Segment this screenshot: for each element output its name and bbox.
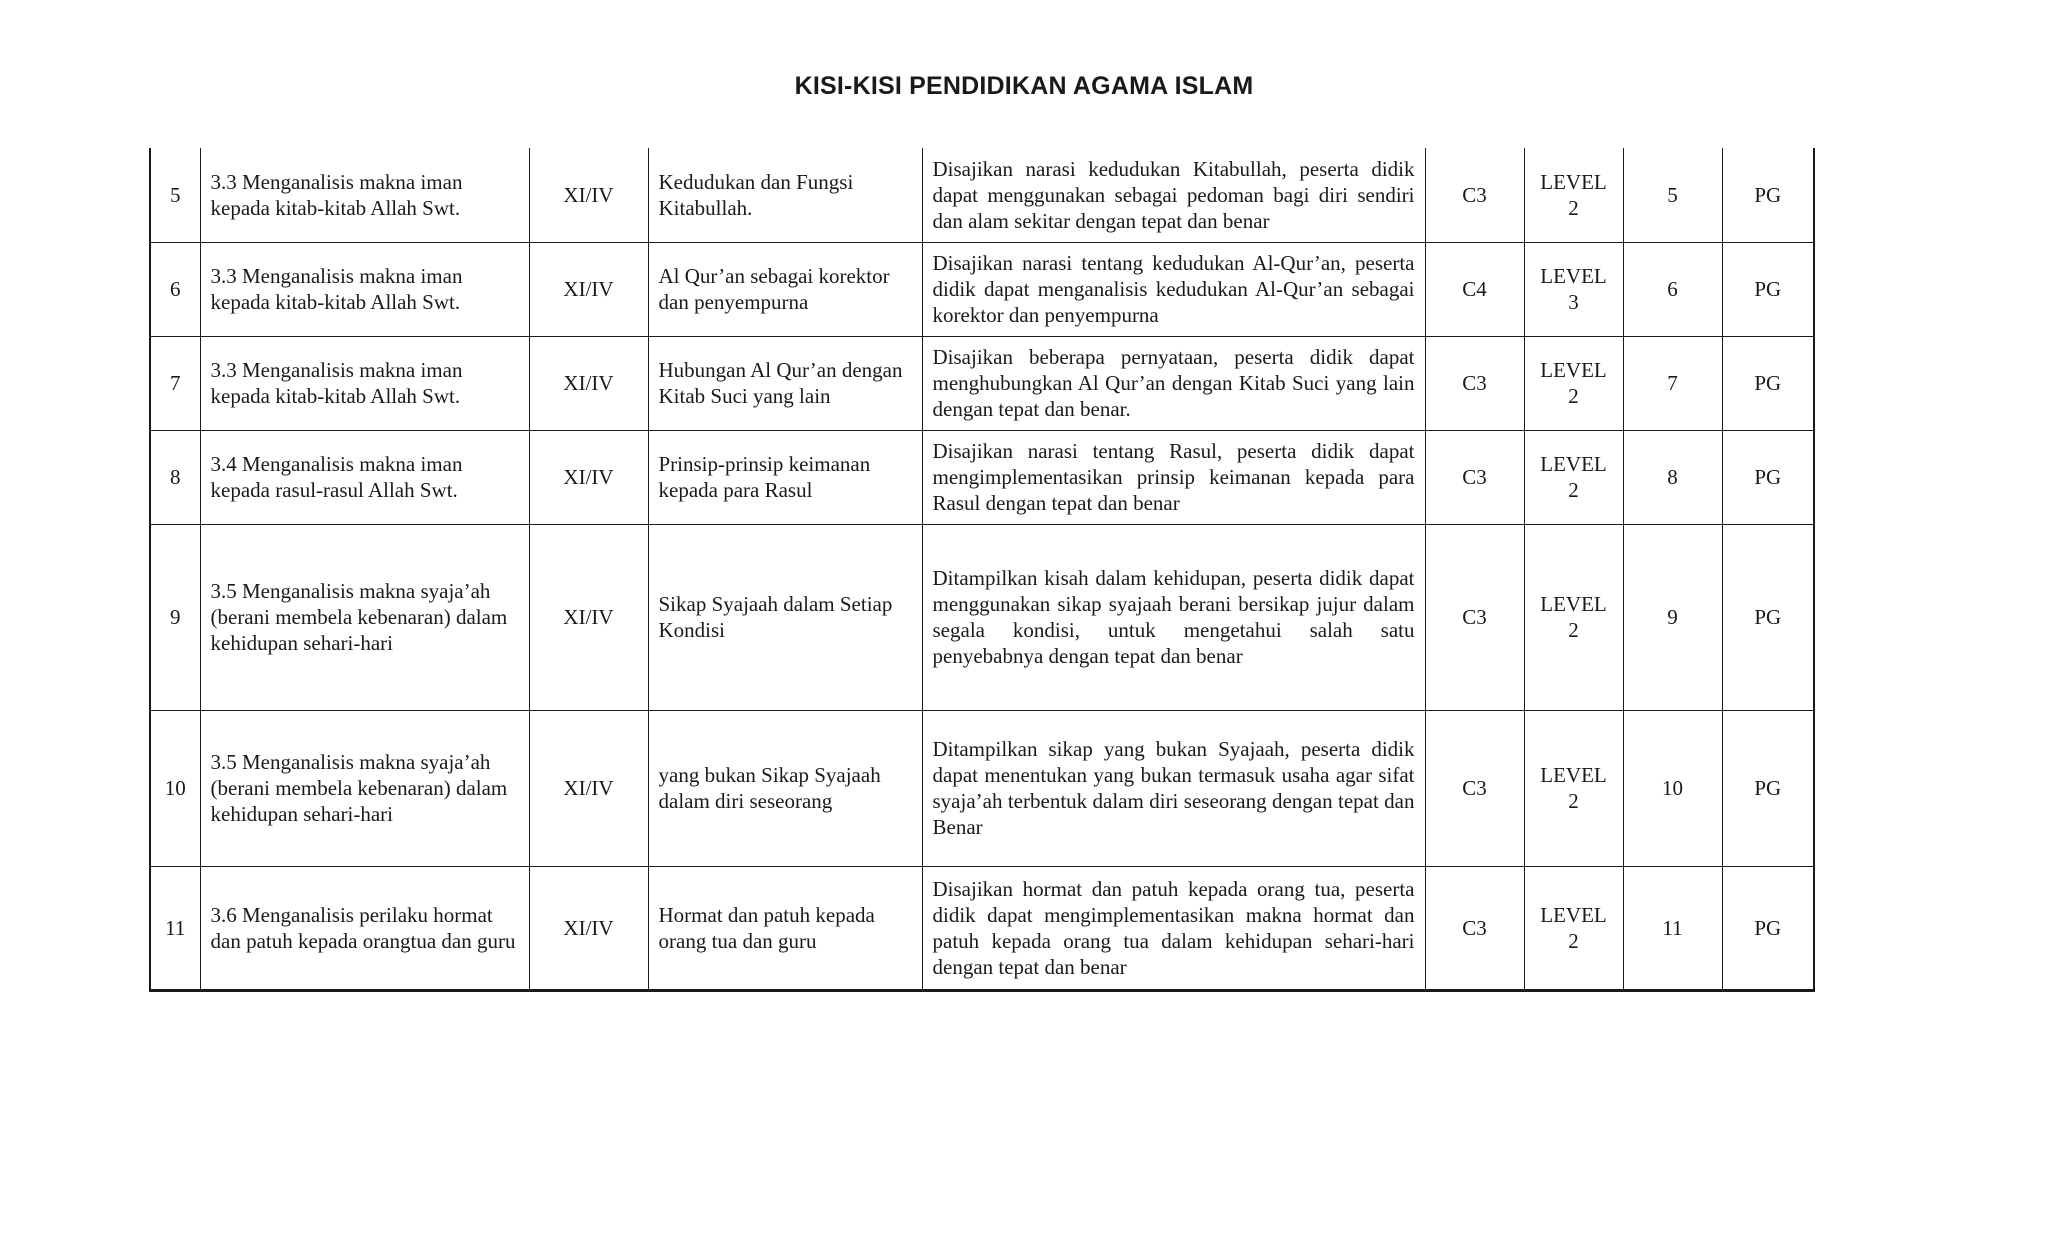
- indicator-cell: Disajikan narasi tentang kedudukan Al-Qur’an, peserta didik dapat menganalisis kedudukan Al-Qur’an sebagai korektor dan penyempurna: [922, 242, 1425, 336]
- question-number-cell: 9: [1623, 524, 1722, 710]
- table-row: [150, 866, 1814, 990]
- cognitive-level-cell: C3: [1425, 524, 1524, 710]
- class-semester-cell: XI/IV: [529, 430, 648, 524]
- class-semester-cell: XI/IV: [529, 524, 648, 710]
- indicator-cell: Disajikan narasi tentang Rasul, peserta didik dapat mengimplementasikan prinsip keimanan kepada para Rasul dengan tepat dan benar: [922, 430, 1425, 524]
- row-number-cell: 9: [150, 524, 200, 710]
- level-cell: LEVEL 2: [1524, 148, 1623, 242]
- indicator-cell: Disajikan hormat dan patuh kepada orang tua, peserta didik dapat mengimplementasikan makna hormat dan patuh kepada orang tua dalam kehidupan sehari-hari dengan tepat dan benar: [922, 866, 1425, 990]
- cognitive-level-cell: C3: [1425, 430, 1524, 524]
- class-semester-cell: XI/IV: [529, 710, 648, 866]
- question-form-cell: PG: [1722, 336, 1814, 430]
- table-row: [150, 242, 1814, 336]
- basic-competence-cell: 3.3 Menganalisis makna iman kepada kitab-kitab Allah Swt.: [200, 148, 529, 242]
- material-cell: Hormat dan patuh kepada orang tua dan guru: [648, 866, 922, 990]
- level-cell: LEVEL 3: [1524, 242, 1623, 336]
- row-number-cell: 8: [150, 430, 200, 524]
- question-form-cell: PG: [1722, 524, 1814, 710]
- basic-competence-cell: 3.3 Menganalisis makna iman kepada kitab-kitab Allah Swt.: [200, 242, 529, 336]
- table-row: [150, 524, 1814, 710]
- row-number-cell: 7: [150, 336, 200, 430]
- question-number-cell: 5: [1623, 148, 1722, 242]
- table-row: [150, 148, 1814, 242]
- row-number-cell: 10: [150, 710, 200, 866]
- question-form-cell: PG: [1722, 242, 1814, 336]
- row-number-cell: 5: [150, 148, 200, 242]
- level-cell: LEVEL 2: [1524, 710, 1623, 866]
- cognitive-level-cell: C3: [1425, 148, 1524, 242]
- class-semester-cell: XI/IV: [529, 336, 648, 430]
- table-row: [150, 336, 1814, 430]
- question-number-cell: 7: [1623, 336, 1722, 430]
- material-cell: Hubungan Al Qur’an dengan Kitab Suci yang lain: [648, 336, 922, 430]
- material-cell: Al Qur’an sebagai korektor dan penyempurna: [648, 242, 922, 336]
- question-number-cell: 11: [1623, 866, 1722, 990]
- table-row: [150, 430, 1814, 524]
- basic-competence-cell: 3.6 Menganalisis perilaku hormat dan patuh kepada orangtua dan guru: [200, 866, 529, 990]
- question-form-cell: PG: [1722, 430, 1814, 524]
- question-form-cell: PG: [1722, 710, 1814, 866]
- question-number-cell: 10: [1623, 710, 1722, 866]
- basic-competence-cell: 3.3 Menganalisis makna iman kepada kitab-kitab Allah Swt.: [200, 336, 529, 430]
- indicator-cell: Disajikan narasi kedudukan Kitabullah, peserta didik dapat menggunakan sebagai pedoman bagi diri sendiri dan alam sekitar dengan tepat dan benar: [922, 148, 1425, 242]
- class-semester-cell: XI/IV: [529, 148, 648, 242]
- page-title: KISI-KISI PENDIDIKAN AGAMA ISLAM: [794, 72, 1254, 100]
- basic-competence-cell: 3.5 Menganalisis makna syaja’ah (berani membela kebenaran) dalam kehidupan sehari-hari: [200, 524, 529, 710]
- level-cell: LEVEL 2: [1524, 336, 1623, 430]
- material-cell: Prinsip-prinsip keimanan kepada para Rasul: [648, 430, 922, 524]
- indicator-cell: Ditampilkan kisah dalam kehidupan, peserta didik dapat menggunakan sikap syajaah berani bersikap jujur dalam segala kondisi, untuk mengetahui salah satu penyebabnya dengan tepat dan benar: [922, 524, 1425, 710]
- material-cell: Kedudukan dan Fungsi Kitabullah.: [648, 148, 922, 242]
- question-number-cell: 8: [1623, 430, 1722, 524]
- indicator-cell: Disajikan beberapa pernyataan, peserta didik dapat menghubungkan Al Qur’an dengan Kitab Suci yang lain dengan tepat dan benar.: [922, 336, 1425, 430]
- cognitive-level-cell: C4: [1425, 242, 1524, 336]
- cognitive-level-cell: C3: [1425, 336, 1524, 430]
- row-number-cell: 11: [150, 866, 200, 990]
- class-semester-cell: XI/IV: [529, 866, 648, 990]
- material-cell: Sikap Syajaah dalam Setiap Kondisi: [648, 524, 922, 710]
- basic-competence-cell: 3.5 Menganalisis makna syaja’ah (berani membela kebenaran) dalam kehidupan sehari-hari: [200, 710, 529, 866]
- question-form-cell: PG: [1722, 866, 1814, 990]
- table-row: [150, 710, 1814, 866]
- indicator-cell: Ditampilkan sikap yang bukan Syajaah, peserta didik dapat menentukan yang bukan termasuk usaha agar sifat syaja’ah terbentuk dalam diri seseorang dengan tepat dan Benar: [922, 710, 1425, 866]
- basic-competence-cell: 3.4 Menganalisis makna iman kepada rasul-rasul Allah Swt.: [200, 430, 529, 524]
- material-cell: yang bukan Sikap Syajaah dalam diri seseorang: [648, 710, 922, 866]
- row-number-cell: 6: [150, 242, 200, 336]
- class-semester-cell: XI/IV: [529, 242, 648, 336]
- level-cell: LEVEL 2: [1524, 866, 1623, 990]
- level-cell: LEVEL 2: [1524, 430, 1623, 524]
- question-form-cell: PG: [1722, 148, 1814, 242]
- kisi-kisi-table: [149, 148, 1815, 992]
- cognitive-level-cell: C3: [1425, 866, 1524, 990]
- level-cell: LEVEL 2: [1524, 524, 1623, 710]
- question-number-cell: 6: [1623, 242, 1722, 336]
- cognitive-level-cell: C3: [1425, 710, 1524, 866]
